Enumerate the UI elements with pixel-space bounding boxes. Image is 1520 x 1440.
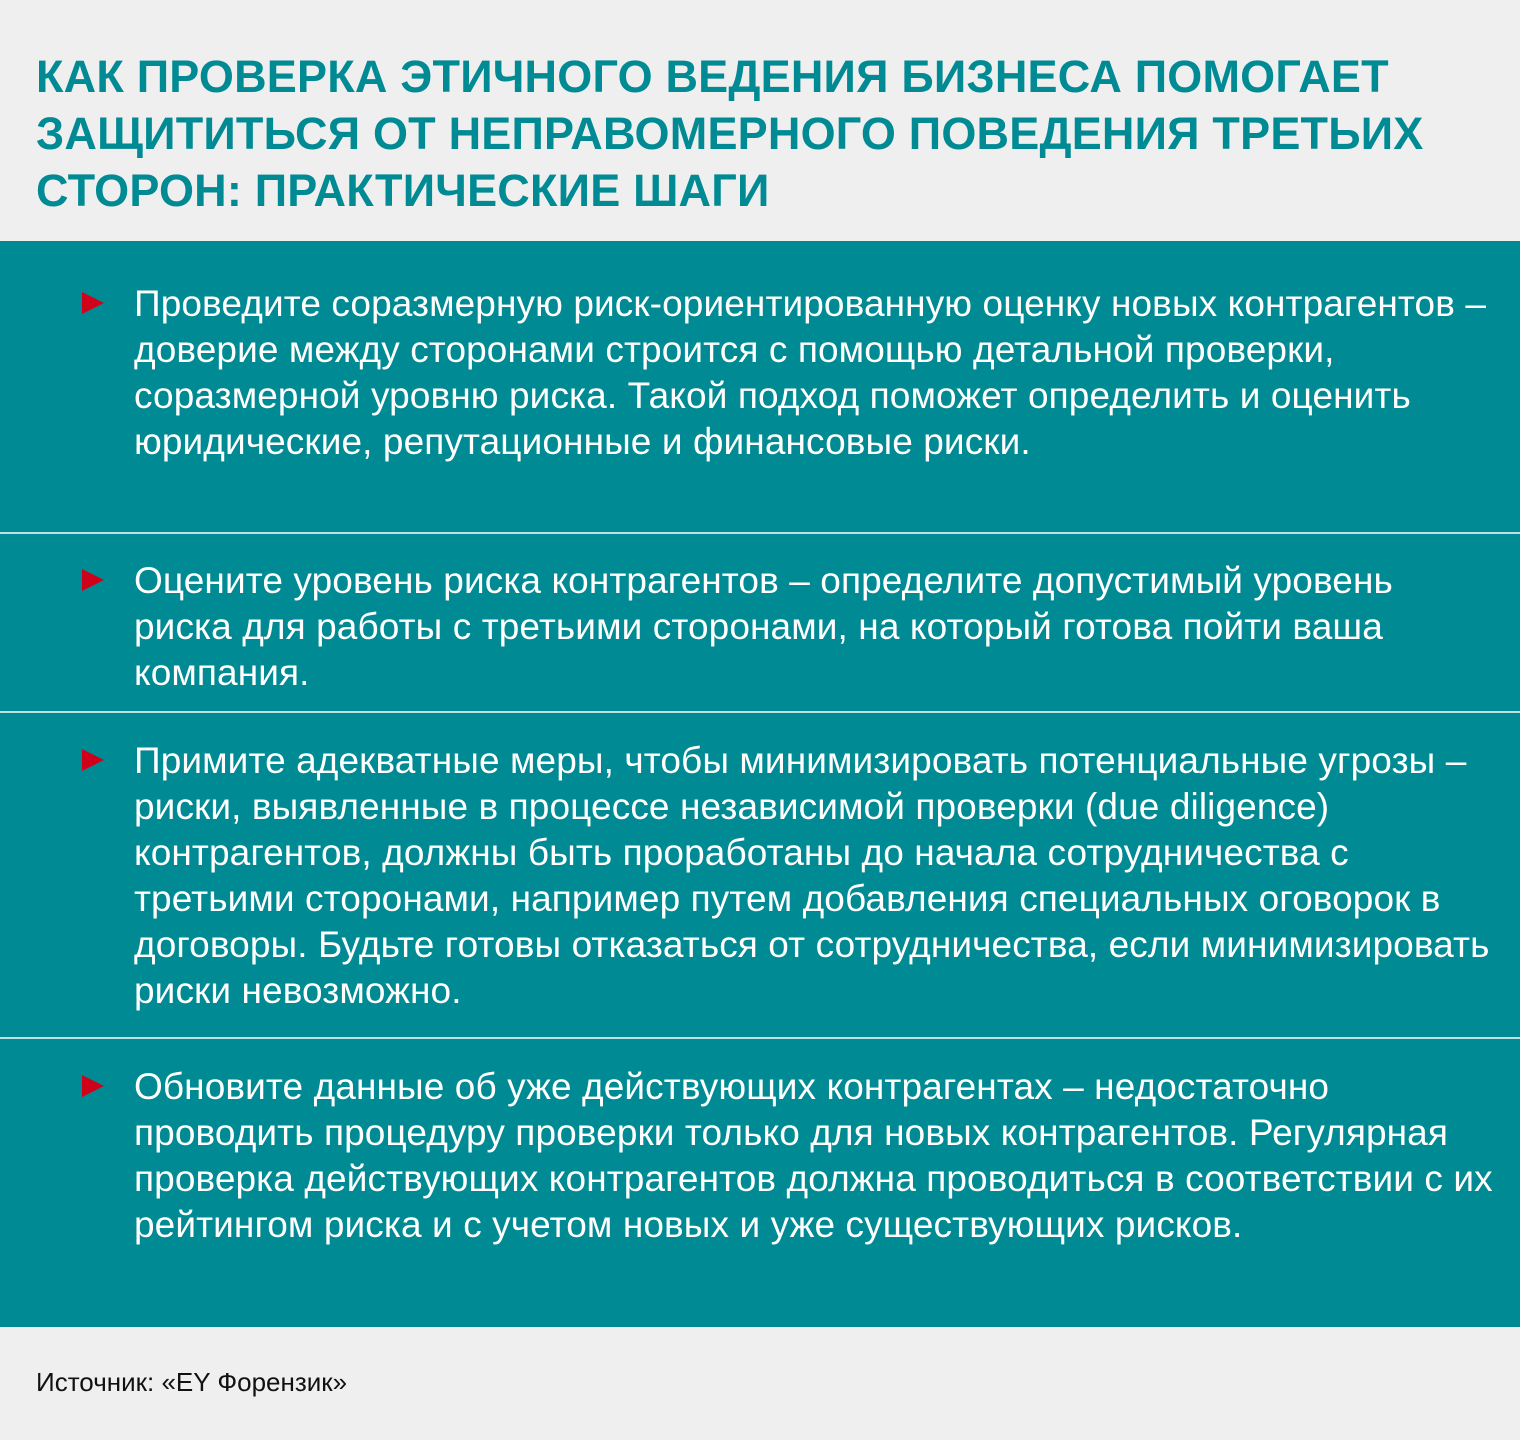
step-text: Проведите соразмерную риск-ориентированную оценку новых контрагентов – доверие между сторонами строится с помощью детальной проверки, соразмерной уровню риска. Такой подход поможет определить и оценить юридические, репутационные и финансовые риски. (134, 283, 1487, 462)
page-title: КАК ПРОВЕРКА ЭТИЧНОГО ВЕДЕНИЯ БИЗНЕСА ПОМОГАЕТ ЗАЩИТИТЬСЯ ОТ НЕПРАВОМЕРНОГО ПОВЕДЕНИЯ ТРЕТЬИХ СТОРОН: ПРАКТИЧЕСКИЕ ШАГИ (36, 51, 1424, 216)
triangle-bullet-icon (82, 1075, 104, 1097)
source-note: Источник: «EY Форензик» (36, 1367, 348, 1397)
header (0, 0, 1520, 241)
divider (0, 532, 1520, 534)
step-text: Примите адекватные меры, чтобы минимизировать потенциальные угрозы – риски, выявленные в процессе независимой проверки (due diligence) контрагентов, должны быть проработаны до начала сотрудничества с третьими сторонами, например путем добавления специальных оговорок в договоры. Будьте готовы отказаться от сотрудничества, если минимизировать риски невозможно. (134, 740, 1490, 1011)
steps-panel (0, 241, 1520, 1327)
triangle-bullet-icon (82, 292, 104, 314)
divider (0, 1037, 1520, 1039)
step-text: Обновите данные об уже действующих контрагентах – недостаточно проводить процедуру проверки только для новых контрагентов. Регулярная проверка действующих контрагентов должна проводиться в соответствии с их рейтингом риска и с учетом новых и уже существующих рисков. (134, 1066, 1493, 1245)
triangle-bullet-icon (82, 569, 104, 591)
triangle-bullet-icon (82, 749, 104, 771)
divider (0, 711, 1520, 713)
step-text: Оцените уровень риска контрагентов – определите допустимый уровень риска для работы с третьими сторонами, на который готова пойти ваша компания. (134, 560, 1393, 693)
